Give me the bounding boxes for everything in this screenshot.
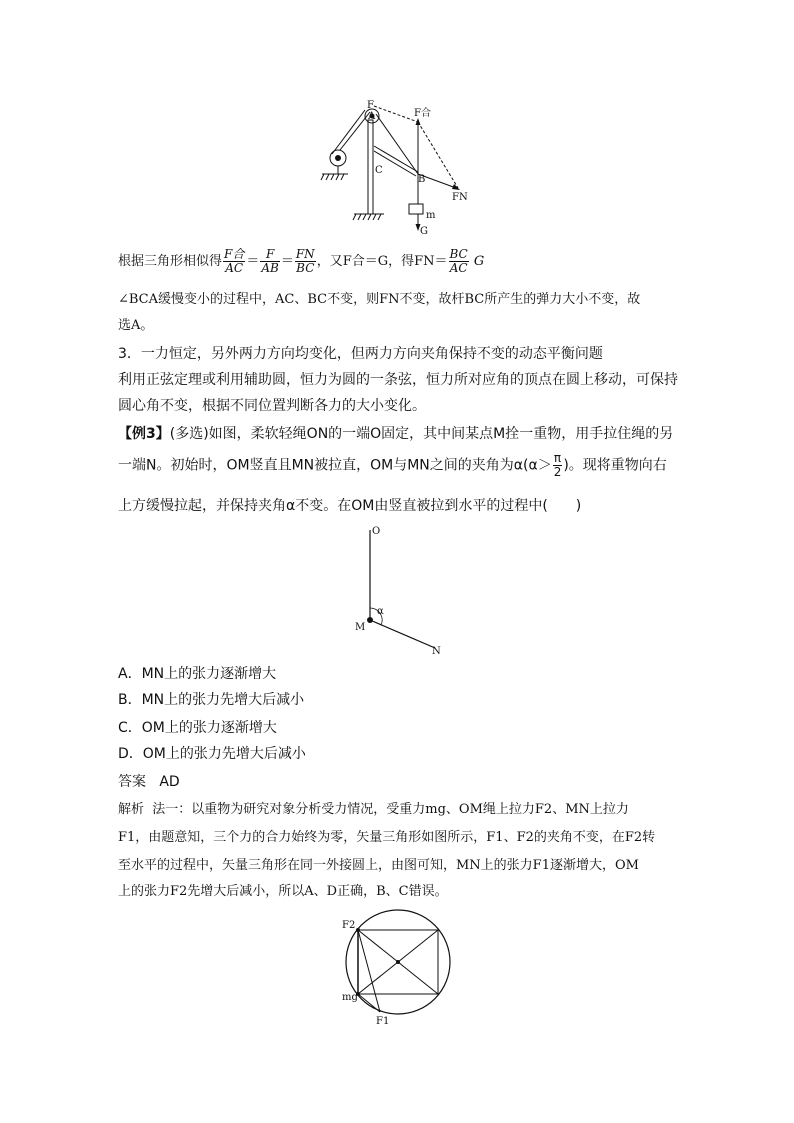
- label-mg: mg: [342, 992, 358, 1003]
- figure-rope-omn: [340, 520, 460, 660]
- section-3-body-1: 利用正弦定理或利用辅助圆，恒力为圆的一条弦，恒力所对应角的顶点在圆上移动，可保持: [118, 372, 678, 388]
- label-c: C: [375, 165, 383, 176]
- label-f-he: F合: [414, 108, 431, 119]
- label-o: O: [372, 526, 381, 537]
- example-3-line-1: 【例3】(多选)如图，柔软轻绳ON的一端O固定，其中间某点M拴一重物，用手拉住绳的另: [118, 426, 674, 442]
- answer-line: [118, 772, 180, 792]
- conclusion-line-1: ∠BCA缓慢变小的过程中，AC、BC不变，则FN不变，故杆BC所产生的弹力大小不变，故: [118, 292, 641, 307]
- label-fn: FN: [452, 192, 468, 203]
- figure-auxiliary-circle: [336, 908, 466, 1028]
- label-m: m: [426, 210, 436, 221]
- label-alpha: α: [377, 606, 384, 617]
- example-3-line-2: 一端N。初始时，OM竖直且MN被拉直，OM与MN之间的夹角为α(α＞ $\frac{\pi}{2}$ )。现将重物向右: [118, 451, 667, 479]
- section-3-body-2: 圆心角不变，根据不同位置判断各力的大小变化。: [118, 398, 426, 414]
- answer-value: AD: [159, 774, 180, 790]
- analysis-line-3: 至水平的过程中，矢量三角形在同一外接圆上，由图可知，MN上的张力F1逐渐增大，OM: [118, 858, 639, 873]
- example-tag: 【例3】: [118, 426, 170, 442]
- label-g: G: [420, 226, 428, 237]
- label-f2: F2: [342, 920, 356, 931]
- label-f: F: [367, 100, 374, 111]
- figure-pulley-rod: [318, 96, 478, 238]
- analysis-line-4: 上的张力F2先增大后减小，所以A、D正确，B、C错误。: [118, 884, 448, 899]
- analysis-line-1: 解析 法一：以重物为研究对象分析受力情况，受重力mg、OM绳上拉力F2、MN上拉力: [118, 802, 629, 817]
- label-n: N: [432, 646, 441, 657]
- example-3-line-3: 上方缓慢拉起，并保持夹角α不变。在OM由竖直被拉到水平的过程中( ): [118, 498, 582, 514]
- label-f1: F1: [376, 1016, 390, 1027]
- analysis-line-2: F1，由题意知，三个力的合力始终为零，矢量三角形如图所示，F1、F2的夹角不变，在F2转: [118, 830, 656, 845]
- analysis-label: 解析: [118, 802, 145, 817]
- similar-triangle-equation: 根据三角形相似得 $\frac{\text{F合}}{AC}$ ＝ $\frac{F}{AB}$ ＝ $\frac{FN}{BC}$ ，又F合＝G，得FN＝ $\frac{BC}{AC}$ G: [118, 247, 485, 275]
- section-3-title: 3．一力恒定，另外两力方向均变化，但两力方向夹角保持不变的动态平衡问题: [118, 346, 603, 362]
- conclusion-line-2: 选A。: [118, 318, 154, 333]
- option-a: A．MN上的张力逐渐增大: [118, 666, 277, 682]
- option-d: D．OM上的张力先增大后减小: [118, 746, 306, 762]
- answer-label: 答案: [118, 774, 146, 790]
- option-c: C．OM上的张力逐渐增大: [118, 720, 277, 736]
- label-a: A: [368, 111, 376, 122]
- label-b: B: [418, 174, 426, 185]
- label-m: M: [355, 622, 366, 633]
- option-b: B．MN上的张力先增大后减小: [118, 692, 305, 708]
